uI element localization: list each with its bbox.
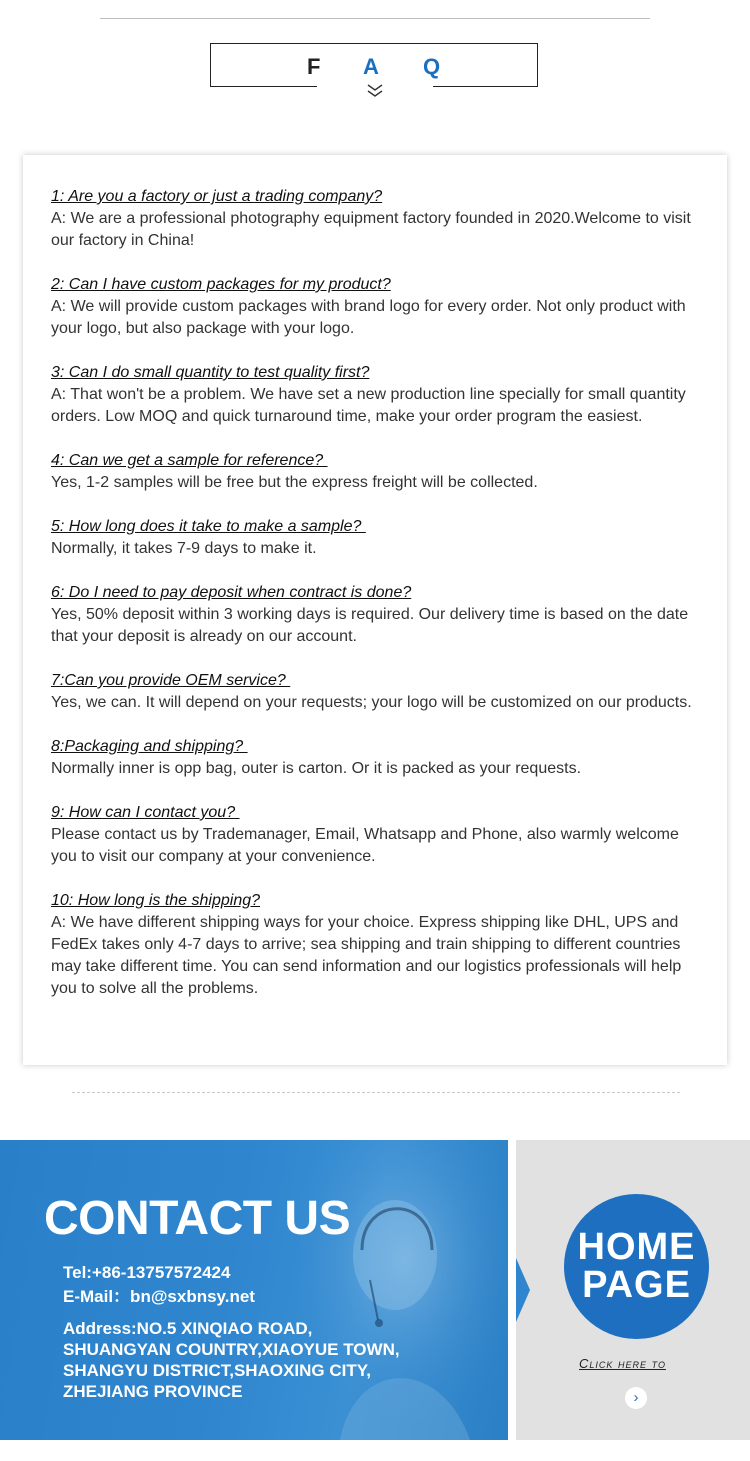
home-page-label: HOME: [577, 1226, 696, 1268]
faq-item: [51, 670, 699, 714]
faq-question: 4: Can we get a sample for reference?: [51, 452, 328, 469]
faq-letter-a: A: [363, 54, 379, 79]
faq-answer: Please contact us by Trademanager, Email, Whatsapp and Phone, also warmly welcome you to visit our company at your convenience.: [51, 826, 679, 865]
faq-answer: Yes, 50% deposit within 3 working days is required. Our delivery time is based on the date that your deposit is already on our account.: [51, 606, 689, 645]
faq-answer: A: We have different shipping ways for your choice. Express shipping like DHL, UPS and FedEx takes only 4-7 days to arrive; sea shipping and train shipping to different countries may take different time. You can send information and our logistics professionals will help you to solve all the problems.: [51, 914, 682, 997]
faq-item: [51, 582, 699, 648]
top-divider: [100, 18, 650, 19]
faq-card: [23, 155, 727, 1065]
faq-question: 10: How long is the shipping?: [51, 892, 261, 909]
home-page-panel: [516, 1140, 750, 1440]
support-agent-illustration: [300, 1140, 508, 1440]
faq-answer: A: That won't be a problem. We have set a new production line specially for small quantity orders. Low MOQ and quick turnaround time, make your order program the easiest.: [51, 386, 686, 425]
faq-letter-f: F: [307, 54, 321, 79]
faq-answer: Normally inner is opp bag, outer is carton. Or it is packed as your requests.: [51, 760, 582, 777]
faq-item: [51, 516, 699, 560]
faq-answer: Normally, it takes 7-9 days to make it.: [51, 540, 317, 557]
faq-item: [51, 362, 699, 428]
faq-question: 3: Can I do small quantity to test quality first?: [51, 364, 370, 381]
contact-address-line: Address:NO.5 XINQIAO ROAD,: [63, 1319, 313, 1338]
faq-item: [51, 890, 699, 1000]
faq-question: 2: Can I have custom packages for my product?: [51, 276, 391, 293]
faq-letter-q: Q: [423, 54, 441, 79]
faq-question: 7:Can you provide OEM service?: [51, 672, 291, 689]
contact-address-line: SHUANGYAN COUNTRY,XIAOYUE TOWN,: [63, 1340, 400, 1359]
chevron-right-icon[interactable]: ›: [625, 1387, 647, 1409]
home-page-label: PAGE: [582, 1264, 691, 1306]
faq-answer: A: We are a professional photography equipment factory founded in 2020.Welcome to visit our factory in China!: [51, 210, 691, 249]
contact-phone: Tel:+86-13757572424: [63, 1263, 231, 1282]
contact-banner: [0, 1140, 508, 1440]
faq-answer: A: We will provide custom packages with brand logo for every order. Not only product with your logo, but also package with your logo.: [51, 298, 686, 337]
faq-answer: Yes, 1-2 samples will be free but the express freight will be collected.: [51, 474, 538, 491]
faq-question: 8:Packaging and shipping?: [51, 738, 248, 755]
contact-title: CONTACT US: [44, 1192, 351, 1245]
faq-question: 5: How long does it take to make a sample?: [51, 518, 366, 535]
faq-answer: Yes, we can. It will depend on your requests; your logo will be customized on our products.: [51, 694, 692, 711]
faq-item: [51, 274, 699, 340]
faq-item: [51, 736, 699, 780]
faq-item: [51, 450, 699, 494]
contact-address-line: SHANGYU DISTRICT,SHAOXING CITY,: [63, 1361, 371, 1380]
contact-email: E-Mail：bn@sxbnsy.net: [63, 1287, 255, 1306]
panel-notch: [516, 1258, 530, 1322]
double-chevron-down-icon: [366, 83, 384, 99]
contact-address-line: ZHEJIANG PROVINCE: [63, 1382, 243, 1401]
faq-question: 1: Are you a factory or just a trading company?: [51, 188, 383, 205]
click-here-link[interactable]: Click here to: [579, 1356, 666, 1371]
faq-item: [51, 802, 699, 868]
faq-question: 6: Do I need to pay deposit when contract is done?: [51, 584, 412, 601]
faq-question: 9: How can I contact you?: [51, 804, 240, 821]
home-page-button[interactable]: [564, 1194, 709, 1339]
dashed-divider: [72, 1092, 680, 1093]
faq-item: [51, 186, 699, 252]
